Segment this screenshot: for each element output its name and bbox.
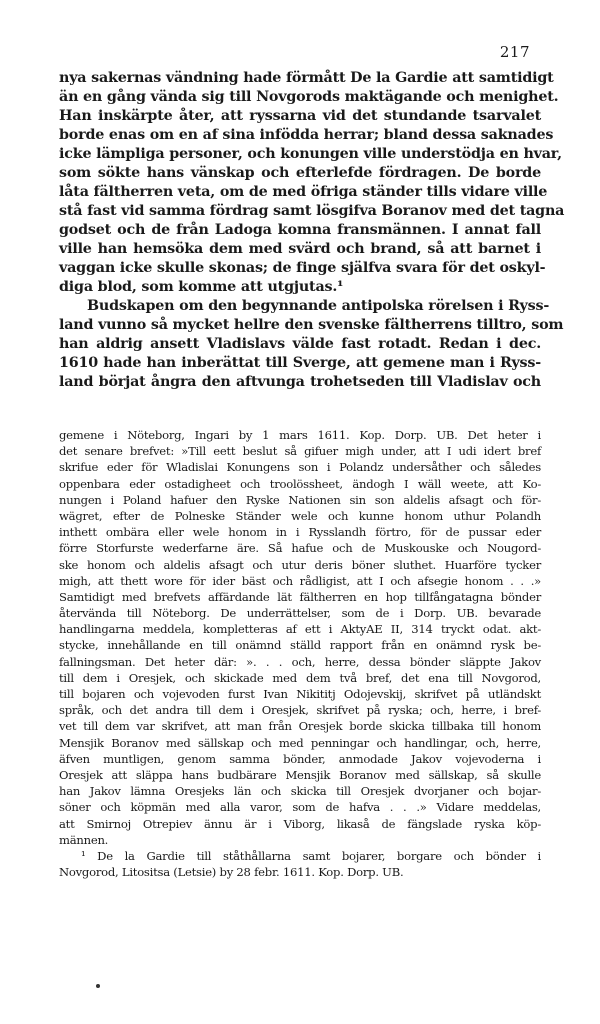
print-speck bbox=[96, 984, 100, 988]
footnote-line: migh, att thett wore för ider bäst och rådligist, att I och afsegie honom . . .» bbox=[59, 573, 541, 588]
text-line: han aldrig ansett Vladislavs välde fast rotadt. Redan i dec. bbox=[59, 336, 541, 352]
text-line: 1610 hade han inberättat till Sverge, att gemene man i Ryss- bbox=[59, 355, 541, 371]
footnote-line: Oresjek att släppa hans budbärare Mensjik Boranov med sällskap, så skulle bbox=[59, 767, 541, 782]
footnote-line: ske honom och aldelis afsagt och utur deris böner sluthet. Huarföre tycker bbox=[59, 557, 541, 572]
text-line: diga blod, som komme att utgjutas.¹ bbox=[59, 279, 344, 295]
footnote-line: han Jakov lämna Oresjeks län och skicka till Oresjek dvorjaner och bojar- bbox=[59, 784, 541, 799]
text-line: ville han hemsöka dem med svärd och brand, så att barnet i bbox=[59, 241, 541, 257]
footnote-line: fallningsman. Det heter där: ». . . och, herre, dessa bönder släppte Jakov bbox=[59, 654, 541, 669]
main-text bbox=[59, 69, 565, 392]
footnote-line: oppenbara eder ostadigheet och troolössheet, ändogh I wäll weete, att Ko- bbox=[59, 476, 541, 491]
footnote-line: Novgorod, Litositsa (Letsie) by 28 febr. 1611. Kop. Dorp. UB. bbox=[59, 865, 404, 880]
footnote-line: Mensjik Boranov med sällskap och med penningar och handlingar, och, herre, bbox=[59, 735, 541, 750]
footnote-line: vet till dem var skrifvet, att man från Oresjek borde skicka tillbaka till honom bbox=[59, 719, 541, 734]
footnote-line: återvända till Nöteborg. De underrättelser, som de i Dorp. UB. bevarade bbox=[59, 606, 541, 621]
footnote-line: wägret, efter de Polneske Ständer wele och kunne honom uthur Polandh bbox=[59, 508, 541, 523]
footnote-line: det senare brefvet: »Till eett beslut så gifuer migh under, att I udi idert bref bbox=[59, 444, 541, 459]
footnote-line: till dem i Oresjek, och skickade med dem två bref, det ena till Novgorod, bbox=[59, 670, 541, 685]
footnote-line: att Smirnoj Otrepiev ännu är i Viborg, likaså de fängslade ryska köp- bbox=[59, 816, 541, 831]
footnote-line: språk, och det andra till dem i Oresjek, skrifvet på ryska; och, herre, i bref- bbox=[59, 703, 541, 718]
text-line: land vunno så mycket hellre den svenske fältherrens tilltro, som bbox=[59, 317, 564, 333]
footnote-line: förre Storfurste wederfarne äre. Så hafue och de Muskouske och Nougord- bbox=[59, 541, 541, 556]
footnote-line: Samtidigt med brefvets affärdande lät fältherren en hop tillfångatagna bönder bbox=[59, 589, 541, 604]
text-line: vaggan icke skulle skonas; de finge själfva svara för det oskyl- bbox=[59, 260, 546, 276]
text-line: land börjat ångra den aftvunga trohetseden till Vladislav och bbox=[59, 374, 541, 390]
text-line: låta fältherren veta, om de med öfriga ständer tills vidare ville bbox=[59, 184, 548, 200]
footnote-line: ¹ De la Gardie till ståthållarna samt bojarer, borgare och bönder i bbox=[81, 848, 541, 863]
text-line: än en gång vända sig till Novgorods maktägande och menighet. bbox=[59, 89, 559, 105]
text-line: icke lämpliga personer, och konungen ville understödja en hvar, bbox=[59, 146, 562, 162]
footnote-line: gemene i Nöteborg, Ingari by 1 mars 1611. Kop. Dorp. UB. Det heter i bbox=[59, 428, 541, 442]
footnote-line: handlingarna meddela, kompletteras af ett i AktyAE II, 314 tryckt odat. akt- bbox=[59, 622, 541, 637]
footnote-line: till bojaren och vojevoden furst Ivan Nikititj Odojevskij, skrifvet på utländskt bbox=[59, 687, 541, 701]
text-line: nya sakernas vändning hade förmått De la Gardie att samtidigt bbox=[59, 70, 554, 86]
footnote-line: söner och köpmän med alla varor, som de hafva . . .» Vidare meddelas, bbox=[59, 800, 541, 815]
footnotes bbox=[59, 427, 541, 880]
text-line: godset och de från Ladoga komna fransmännen. I annat fall bbox=[59, 222, 541, 238]
text-line: borde enas om en af sina infödda herrar; bland dessa saknades bbox=[59, 127, 554, 143]
footnote-line: stycke, innehållande en till onämnd ställd rapport från en onämnd rysk be- bbox=[59, 638, 541, 653]
footnote-line: äfven muntligen, genom samma bönder, anmodade Jakov vojevoderna i bbox=[59, 751, 541, 766]
text-line: stå fast vid samma fördrag samt lösgifva Boranov med det tagna bbox=[59, 203, 565, 219]
text-line: som sökte hans vänskap och efterlefde fördragen. De borde bbox=[59, 165, 541, 181]
footnote-line: männen. bbox=[59, 832, 109, 847]
text-line: Budskapen om den begynnande antipolska rörelsen i Ryss- bbox=[87, 298, 550, 314]
page-number: 217 bbox=[499, 43, 530, 61]
footnote-line: skrifue eder för Wladislai Konungens son i Polandz undersåther och således bbox=[59, 460, 541, 475]
footnote-line: inthett ombära eller wele honom in i Rysslandh förtro, för de pussar eder bbox=[59, 525, 541, 540]
text-line: Han inskärpte åter, att ryssarna vid det stundande tsarvalet bbox=[59, 108, 541, 124]
footnote-line: nungen i Poland hafuer den Ryske Nationen sin son aldelis afsagt och för- bbox=[59, 492, 541, 507]
